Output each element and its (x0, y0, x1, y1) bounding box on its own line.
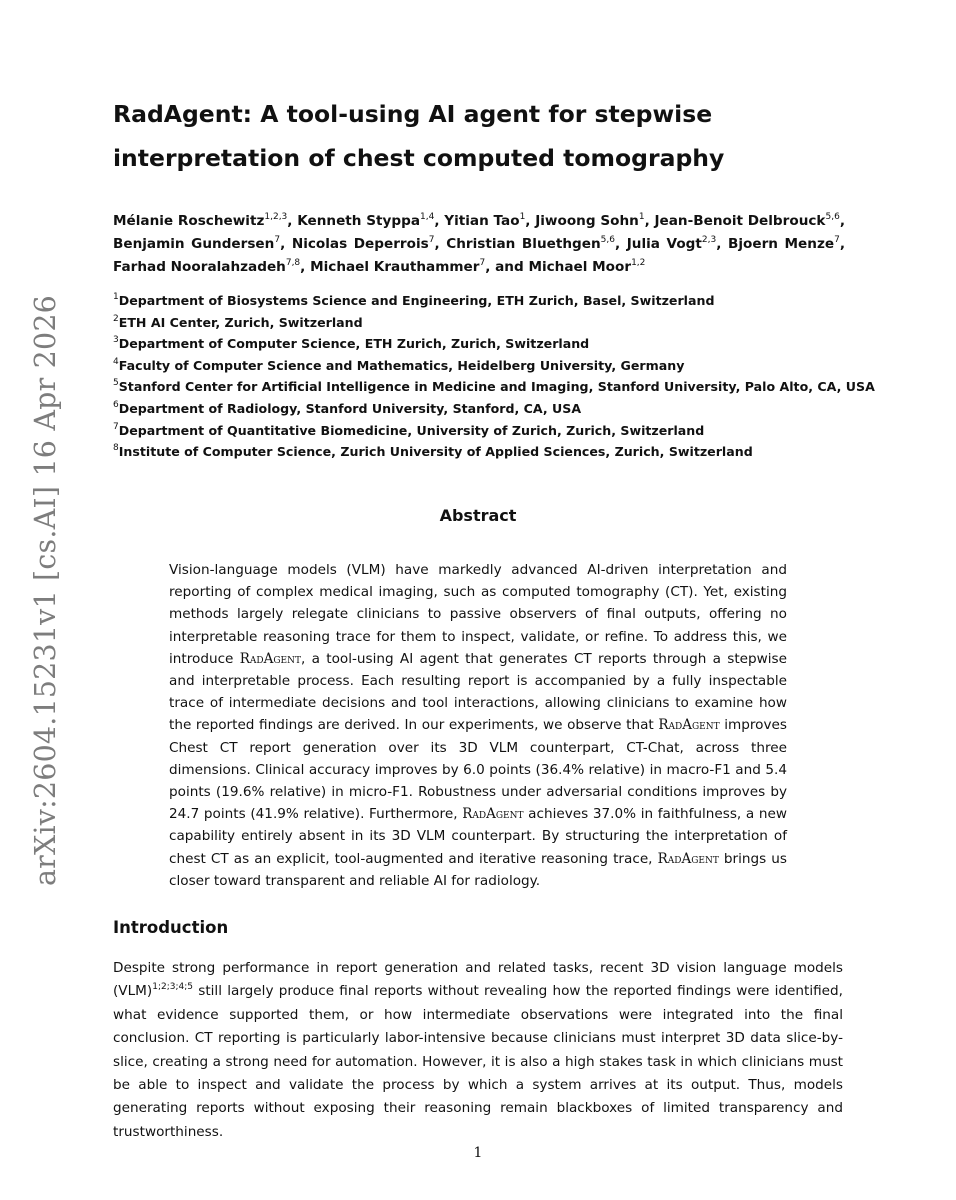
abstract-heading: Abstract (439, 506, 517, 525)
affiliation: $^6$Department of Radiology, Stanford University, Stanford, CA, USA (113, 399, 582, 416)
author: Yitian Tao$^1$ (444, 212, 526, 229)
author: Benjamin Gundersen$^7$ (113, 235, 281, 252)
introduction-body: Despite strong performance in report generation and related tasks, recent 3D vision language models (VLM)$^{1;2;3;4;5}$ still largely produce final reports without revealing how the reported findings were identified, what evidence supported them, or how intermediate observations were integrated into the final conclusion. CT reporting is particularly labor-intensive because clinicians must interpret 3D data slice-by-slice, creating a strong need for automation. However, it is also a high stakes task in which clinicians must be able to inspect and validate the process by which a system arrives at its output. Thus, models generating reports without exposing their reasoning remain blackboxes of limited transparency and trustworthiness. (113, 960, 843, 1140)
page-number: 1 (473, 1145, 483, 1161)
system-name: RadAgent (239, 650, 301, 667)
author: Michael Moor$^{1,2}$ (528, 258, 646, 275)
author: Jean-Benoit Delbrouck$^{5,6}$ (654, 212, 840, 229)
paper-title: RadAgent: A tool-using AI agent for stepwise interpretation of chest computed tomography (113, 100, 725, 172)
abstract-body: Vision-language models (VLM) have markedly advanced AI-driven interpretation and reporting of complex medical imaging, such as computed tomography (CT). Yet, existing methods largely relegate clinicians to passive observers of final outputs, offering no interpretable reasoning trace for them to inspect, validate, or refine. To address this, we introduce RadAgent, a tool-using AI agent that generates CT reports through a stepwise and interpretable process. Each resulting report is accompanied by a fully inspectable trace of intermediate decisions and tool interactions, allowing clinicians to examine how the reported findings are derived. In our experiments, we observe that RadAgent improves Chest CT report generation over its 3D VLM counterpart, CT-Chat, across three dimensions. Clinical accuracy improves by 6.0 points (36.4% relative) in macro-F1 and 5.4 points (19.6% relative) in micro-F1. Robustness under adversarial conditions improves by 24.7 points (41.9% relative). Furthermore, RadAgent achieves 37.0% in faithfulness, a new capability entirely absent in its 3D VLM counterpart. By structuring the interpretation of chest CT as an explicit, tool-augmented and iterative reasoning trace, RadAgent brings us closer toward transparent and reliable AI for radiology. (169, 562, 788, 889)
system-name: RadAgent (462, 806, 524, 823)
author: Mélanie Roschewitz$^{1,2,3}$ (113, 212, 288, 229)
arxiv-watermark (28, 294, 62, 886)
author: Julia Vogt$^{2,3}$ (626, 235, 717, 252)
author: Nicolas Deperrois$^7$ (291, 235, 435, 252)
author: Kenneth Styppa$^{1,4}$ (297, 212, 435, 229)
affiliation-list (113, 290, 873, 463)
author: Jiwoong Sohn$^1$ (535, 212, 645, 229)
author: Christian Bluethgen$^{5,6}$ (446, 235, 615, 252)
affiliation: $^3$Department of Computer Science, ETH Zurich, Zurich, Switzerland (113, 335, 590, 352)
author: Farhad Nooralahzadeh$^{7,8}$ (113, 258, 301, 275)
affiliation: $^5$Stanford Center for Artificial Intelligence in Medicine and Imaging, Stanford University, Palo Alto, CA, USA (113, 378, 875, 395)
introduction-heading: Introduction (113, 918, 229, 937)
affiliation: $^8$Institute of Computer Science, Zurich University of Applied Sciences, Zurich, Switzerland (113, 443, 753, 460)
affiliation: $^4$Faculty of Computer Science and Mathematics, Heidelberg University, Germany (113, 356, 685, 373)
system-name: RadAgent (658, 717, 720, 734)
author: Bjoern Menze$^7$ (727, 235, 840, 252)
author: Michael Krauthammer$^7$ (310, 258, 486, 275)
arxiv-identifier: arXiv:2604.15231v1 [cs.AI] 16 Apr 2026 (28, 294, 62, 886)
author-list: Mélanie Roschewitz$^{1,2,3}$, Kenneth Styppa$^{1,4}$, Yitian Tao$^1$, Jiwoong Sohn$^1$, Jean-Benoit Delbrouck$^{5,6}$, Benjamin Gundersen$^7$, Nicolas Deperrois$^7$, Christian Bluethgen$^{5,6}$, Julia Vogt$^{2,3}$, Bjoern Menze$^7$, Farhad Nooralahzadeh$^{7,8}$, Michael Krauthammer$^7$, and Michael Moor$^{1,2}$ (113, 212, 845, 275)
citation: 1;2;3;4;5 (152, 982, 193, 993)
affiliation: $^1$Department of Biosystems Science and Engineering, ETH Zurich, Basel, Switzerland (113, 292, 715, 308)
system-name: RadAgent (657, 850, 719, 867)
affiliation: $^7$Department of Quantitative Biomedicine, University of Zurich, Zurich, Switzerland (113, 421, 705, 438)
affiliation: $^2$ETH AI Center, Zurich, Switzerland (113, 313, 363, 330)
